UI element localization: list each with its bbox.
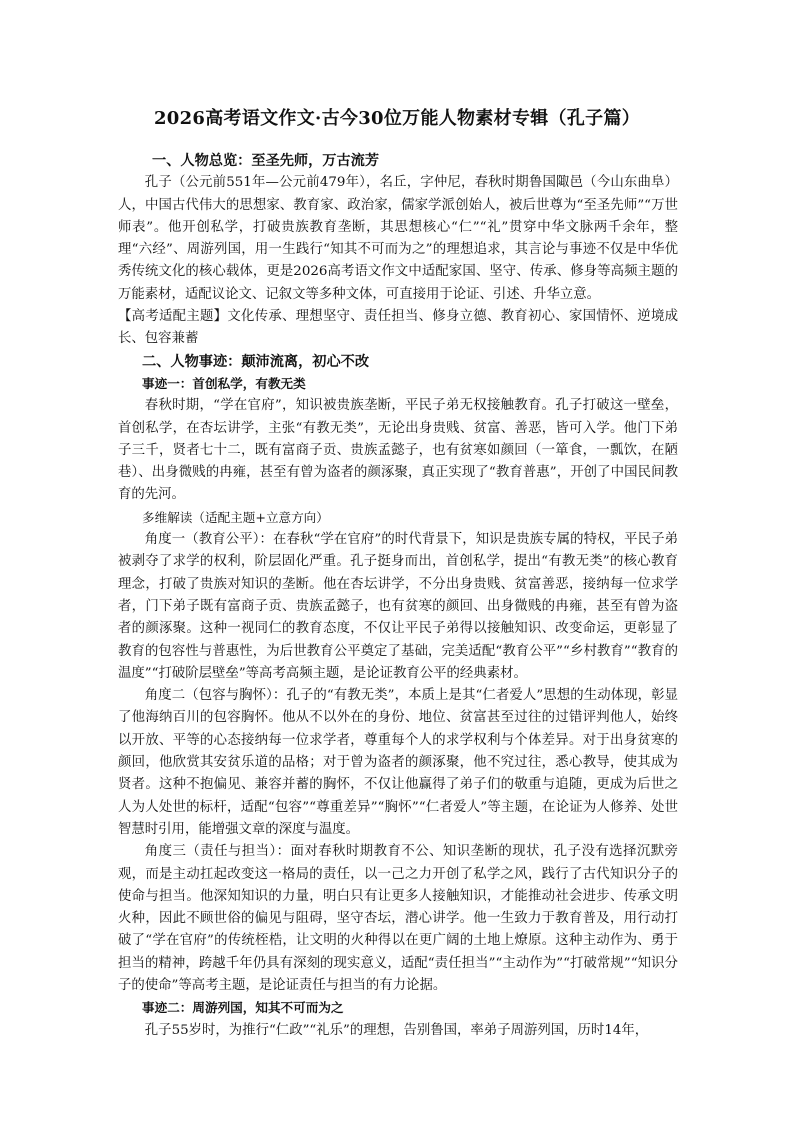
deed-one-heading: 事迹一：首创私学，有教无类 — [142, 375, 306, 391]
document-title: 2026高考语文作文·古今30位万能人物素材专辑（孔子篇） — [153, 108, 641, 129]
angle-three-paragraph — [118, 841, 678, 997]
angle-one-label: 角度一（教育公平）： — [144, 532, 273, 548]
angle-three-label: 角度三（责任与担当）： — [144, 844, 291, 860]
deed-two-paragraph: 孔子55岁时，为推行“仁政”“礼乐”的理想，告别鲁国，率弟子周游列国，历时14年， — [144, 1022, 649, 1038]
document-body — [118, 150, 678, 1042]
angle-one-text: 在春秋“学在官府”的时代背景下，知识是贵族专属的特权，平民子弟被剥夺了求学的权利，阶层固化严重。孔子挺身而出，首创私学，提出“有教无类”的核心教育理念，打破了贵族对知识的垄断。他在杏坛讲学，不分出身贵贱、贫富善恶，接纳每一位求学者，门下弟子既有富商子贡、贵族孟懿子，也有贫寒的颜回、出身微贱的冉雍，甚至有曾为盗者的颜涿聚。这种一视同仁的教育态度，不仅让平民子弟得以接触知识、改变命运，更彰显了教育的包容性与普惠性，为后世教育公平奠定了基础，完美适配“教育公平”“乡村教育”“教育的温度”“打破阶层壁垒”等高考高频主题，是论证教育公平的经典素材。 — [118, 532, 678, 681]
deed-one-paragraph: 春秋时期，“学在官府”，知识被贵族垄断，平民子弟无权接触教育。孔子打破这一壁垒，首创私学，在杏坛讲学，主张“有教无类”，无论出身贵贱、贫富、善恶，皆可入学。他门下弟子三千，贤者七十二，既有富商子贡、贵族孟懿子，也有贫寒如颜回（一箪食，一瓢饮，在陋巷）、出身微贱的冉雍，甚至有曾为盗者的颜涿聚，真正实现了“教育普惠”，开创了中国民间教育的先河。 — [118, 398, 678, 503]
angle-three-text: 面对春秋时期教育不公、知识垄断的现状，孔子没有选择沉默旁观，而是主动扛起改变这一格局的责任，以一己之力开创了私学之风，践行了古代知识分子的使命与担当。他深知知识的力量，明白只有让更多人接触知识，才能推动社会进步、传承文明火种，因此不顾世俗的偏见与阻碍，坚守杏坛，潜心讲学。他一生致力于教育普及，用行动打破了“学在官府”的传统桎梏，让文明的火种得以在更广阔的土地上燎原。这种主动作为、勇于担当的精神，跨越千年仍具有深刻的现实意义，适配“责任担当”“主动作为”“打破常规”“知识分子的使命”等高考主题，是论证责任与担当的有力论据。 — [118, 844, 678, 993]
angle-one-paragraph — [118, 529, 678, 685]
angle-two-label: 角度二（包容与胸怀）： — [144, 688, 287, 704]
section-heading-overview: 一、人物总览：至圣先师，万古流芳 — [152, 153, 380, 169]
themes-paragraph: 【高考适配主题】文化传承、理想坚守、责任担当、修身立德、教育初心、家国情怀、逆境成长、包容兼蓄 — [118, 309, 678, 347]
overview-paragraph: 孔子（公元前551年—公元前479年），名丘，字仲尼，春秋时期鲁国陬邑（今山东曲阜）人，中国古代伟大的思想家、教育家、政治家，儒家学派创始人，被后世尊为“至圣先师”“万世师表”。他开创私学，打破贵族教育垄断，其思想核心“仁”“礼”贯穿中华文脉两千余年，整理“六经”、周游列国，用一生践行“知其不可而为之”的理想追求，其言论与事迹不仅是中华优秀传统文化的核心载体，更是2026高考语文作文中适配家国、坚守、传承、修身等高频主题的万能素材，适配议论文、记叙文等多种文体，可直接用于论证、引述、升华立意。 — [118, 175, 678, 302]
section-heading-deeds: 二、人物事迹：颠沛流离，初心不改 — [142, 353, 370, 370]
angle-two-text: 孔子的“有教无类”，本质上是其“仁者爱人”思想的生动体现，彰显了他海纳百川的包容胸怀。他从不以外在的身份、地位、贫富甚至过往的过错评判他人，始终以开放、平等的心态接纳每一位求学者，尊重每个人的求学权利与个体差异。对于出身贫寒的颜回，他欣赏其安贫乐道的品格；对于曾为盗者的颜涿聚，他不究过往，悉心教导，使其成为贤者。这种不抱偏见、兼容并蓄的胸怀，不仅让他赢得了弟子们的敬重与追随，更成为后世之人为人处世的标杆，适配“包容”“尊重差异”“胸怀”“仁者爱人”等主题，在论证为人修养、处世智慧时引用，能增强文章的深度与温度。 — [118, 688, 678, 837]
analysis-label: 多维解读（适配主题+立意方向） — [142, 509, 329, 525]
deed-two-heading: 事迹二：周游列国，知其不可而为之 — [142, 1000, 344, 1016]
angle-two-paragraph — [118, 685, 678, 841]
